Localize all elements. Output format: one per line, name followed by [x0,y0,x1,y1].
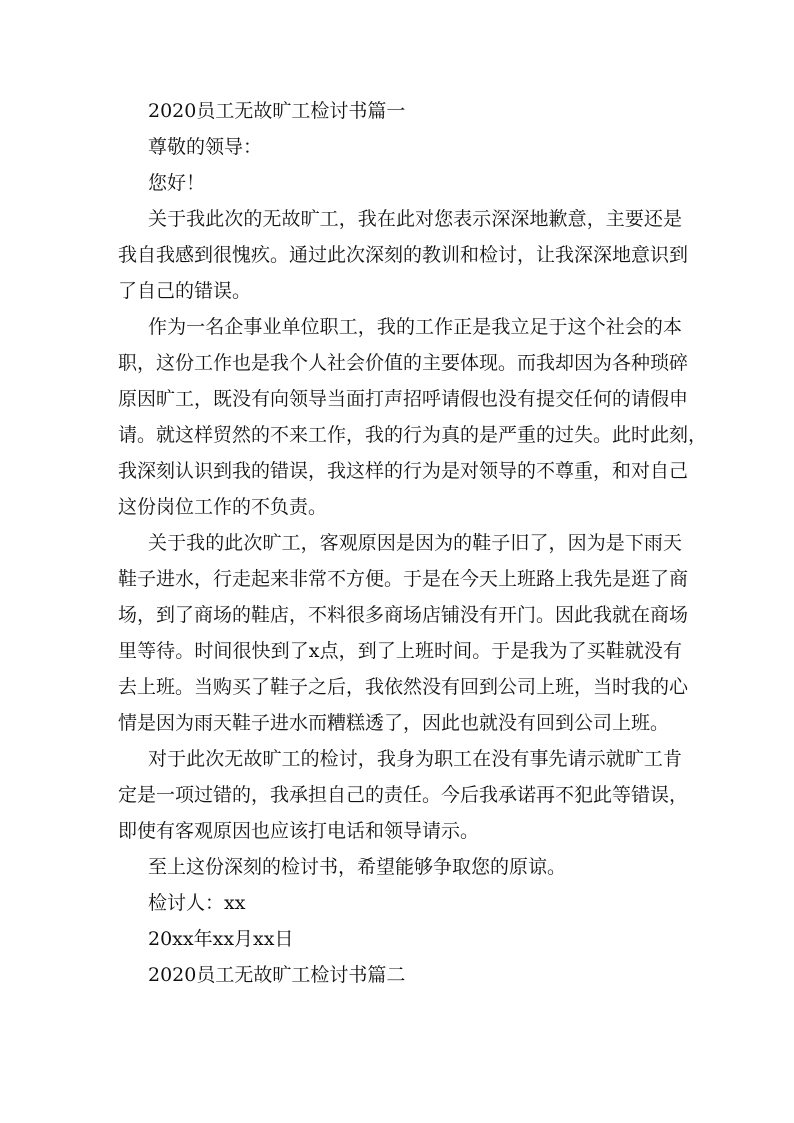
signer-line: 检讨人：xx [148,892,246,914]
paragraph-line: 里等待。时间很快到了x点，到了上班时间。于是我为了买鞋就没有 [118,640,682,662]
paragraph-line: 职，这份工作也是我个人社会价值的主要体现。而我却因为各种琐碎 [118,352,689,374]
salutation: 尊敬的领导： [148,136,263,158]
greeting: 您好！ [148,172,206,194]
paragraph-line: 定是一项过错的，我承担自己的责任。今后我承诺再不犯此等错误， [118,784,689,806]
paragraph-line: 我自我感到很愧疚。通过此次深刻的教训和检讨，让我深深地意识到 [118,244,689,266]
paragraph-1 [118,201,689,309]
paragraph-line: 我深刻认识到我的错误，我这样的行为是对领导的不尊重，和对自己 [118,460,689,482]
paragraph-2 [118,309,708,525]
closing-line: 至上这份深刻的检讨书，希望能够争取您的原谅。 [148,856,567,878]
section-heading-1: 2020员工无故旷工检讨书篇一 [148,100,406,122]
paragraph-3 [118,525,689,741]
paragraph-line: 鞋子进水，行走起来非常不方便。于是在今天上班路上我先是逛了商 [118,568,689,590]
paragraph-line: 请。就这样贸然的不来工作，我的行为真的是严重的过失。此时此刻， [118,424,708,446]
paragraph-line: 原因旷工，既没有向领导当面打声招呼请假也没有提交任何的请假申 [118,388,689,410]
paragraph-line: 关于我的此次旷工，客观原因是因为的鞋子旧了，因为是下雨天 [148,532,682,554]
document-body [118,93,708,993]
paragraph-line: 对于此次无故旷工的检讨，我身为职工在没有事先请示就旷工肯 [148,748,682,770]
paragraph-line: 场，到了商场的鞋店，不料很多商场店铺没有开门。因此我就在商场 [118,604,689,626]
section-heading-2: 2020员工无故旷工检讨书篇二 [148,964,406,986]
paragraph-4 [118,741,689,849]
paragraph-line: 作为一名企事业单位职工，我的工作正是我立足于这个社会的本 [148,316,682,338]
paragraph-line: 即使有客观原因也应该打电话和领导请示。 [118,820,480,842]
paragraph-line: 这份岗位工作的不负责。 [118,496,328,518]
paragraph-line: 了自己的错误。 [118,280,252,302]
paragraph-line: 情是因为雨天鞋子进水而糟糕透了，因此也就没有回到公司上班。 [118,712,670,734]
paragraph-line: 关于我此次的无故旷工，我在此对您表示深深地歉意，主要还是 [148,208,682,230]
date-line: 20xx年xx月xx日 [148,928,294,950]
paragraph-line: 去上班。当购买了鞋子之后，我依然没有回到公司上班，当时我的心 [118,676,689,698]
